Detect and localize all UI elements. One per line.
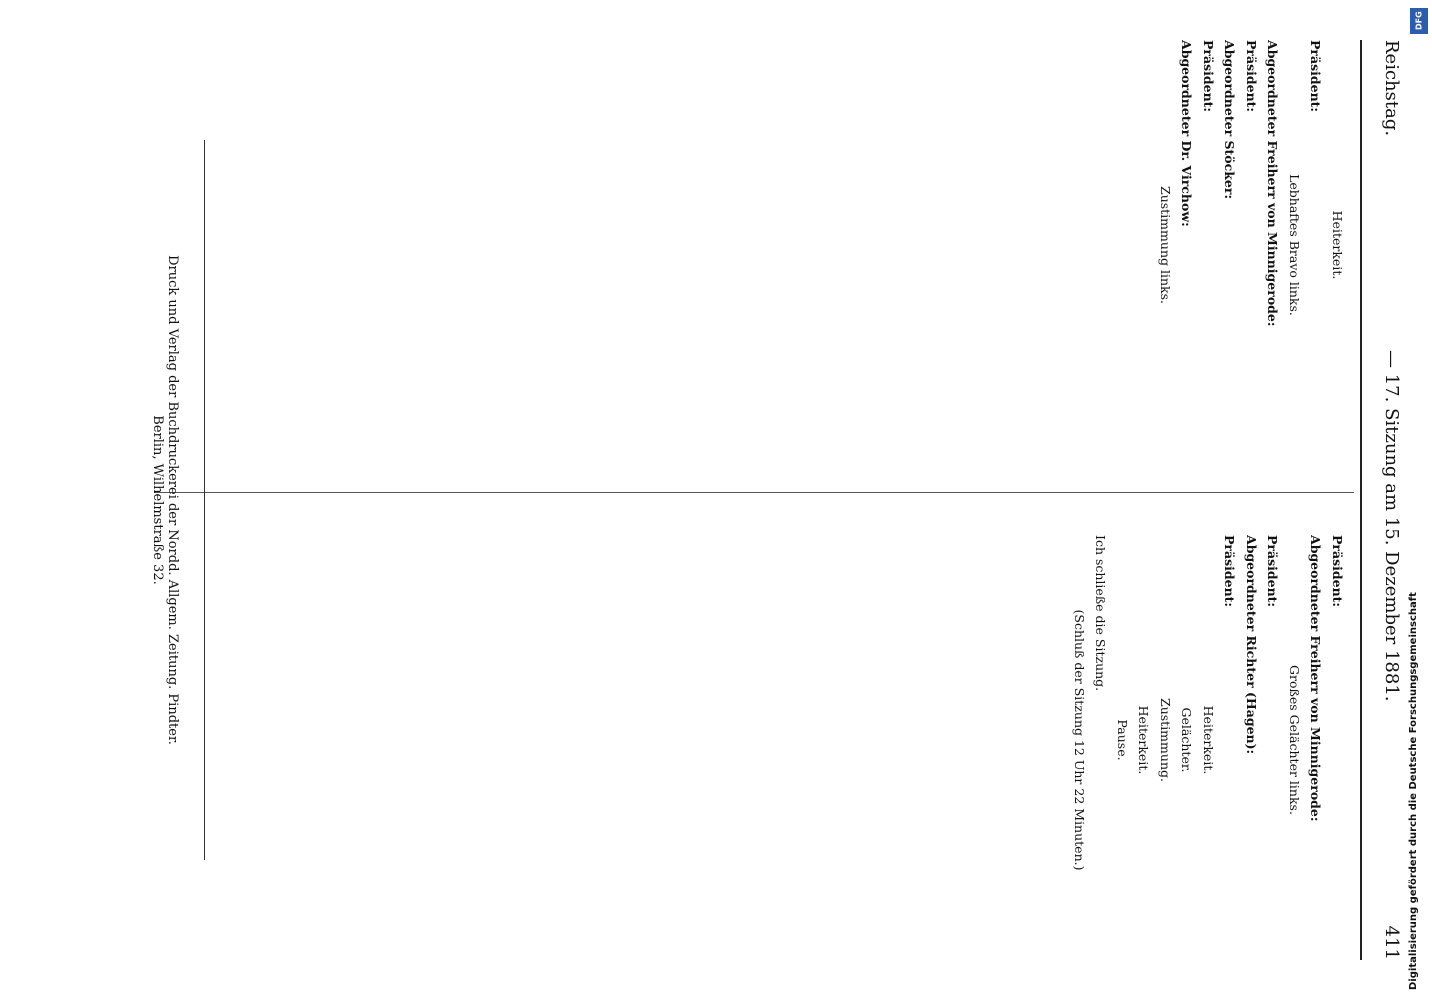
imprint-rule bbox=[204, 140, 205, 860]
imprint-line-1: Druck und Verlag der Buchdruckerei der Nordd. Allgem. Zeitung. Pindter. bbox=[165, 255, 180, 745]
text-line: Abgeordneter Richter (Hagen): bbox=[1244, 535, 1259, 755]
text-line: Präsident: bbox=[1244, 40, 1259, 113]
text-line: Abgeordneter Freiherr von Minnigerode: bbox=[1265, 40, 1281, 327]
text-line: Heiterkeit. bbox=[1136, 705, 1152, 775]
text-line: Großes Gelächter links. bbox=[1287, 665, 1302, 815]
text-line: Pause. bbox=[1115, 719, 1130, 761]
imprint bbox=[150, 140, 180, 860]
text-line: Abgeordneter Freiherr von Minnigerode: bbox=[1308, 535, 1324, 822]
text-line: Lebhaftes Bravo links. bbox=[1287, 174, 1302, 316]
text-line: Zustimmung. bbox=[1158, 698, 1173, 782]
dfg-side-note: Digitalisierung gefördert durch die Deutsche Forschungsgemeinschaft bbox=[1408, 592, 1419, 990]
left-column bbox=[1157, 40, 1351, 450]
text-line: Abgeordneter Dr. Virchow: bbox=[1179, 40, 1195, 227]
header-left: Reichstag. bbox=[1381, 40, 1402, 137]
text-line: Ich schließe die Sitzung. bbox=[1093, 535, 1109, 692]
right-column bbox=[1071, 535, 1351, 945]
text-line: Zustimmung links. bbox=[1158, 186, 1173, 304]
text-line: Präsident: bbox=[1330, 535, 1345, 608]
page-header bbox=[1370, 0, 1410, 1000]
text-line: Präsident: bbox=[1201, 40, 1216, 113]
page-number: 411 bbox=[1381, 925, 1402, 960]
text-line: Abgeordneter Stöcker: bbox=[1222, 40, 1238, 200]
text-line: Präsident: bbox=[1222, 535, 1238, 608]
text-line: Gelächter. bbox=[1179, 707, 1195, 773]
text-line: Heiterkeit. bbox=[1201, 705, 1216, 775]
imprint-line-2: Berlin, Wilhelmstraße 32. bbox=[150, 415, 165, 585]
text-line: (Schluß der Sitzung 12 Uhr 22 Minuten.) bbox=[1072, 609, 1087, 871]
header-center: — 17. Sitzung am 15. Dezember 1881. bbox=[1381, 350, 1402, 702]
column-divider bbox=[154, 492, 1354, 493]
dfg-logo-badge: DFG bbox=[1410, 8, 1428, 34]
text-line: Heiterkeit. bbox=[1330, 210, 1345, 280]
text-line: Präsident: bbox=[1308, 40, 1324, 113]
header-rule bbox=[1360, 40, 1362, 960]
text-line: Präsident: bbox=[1265, 535, 1281, 608]
